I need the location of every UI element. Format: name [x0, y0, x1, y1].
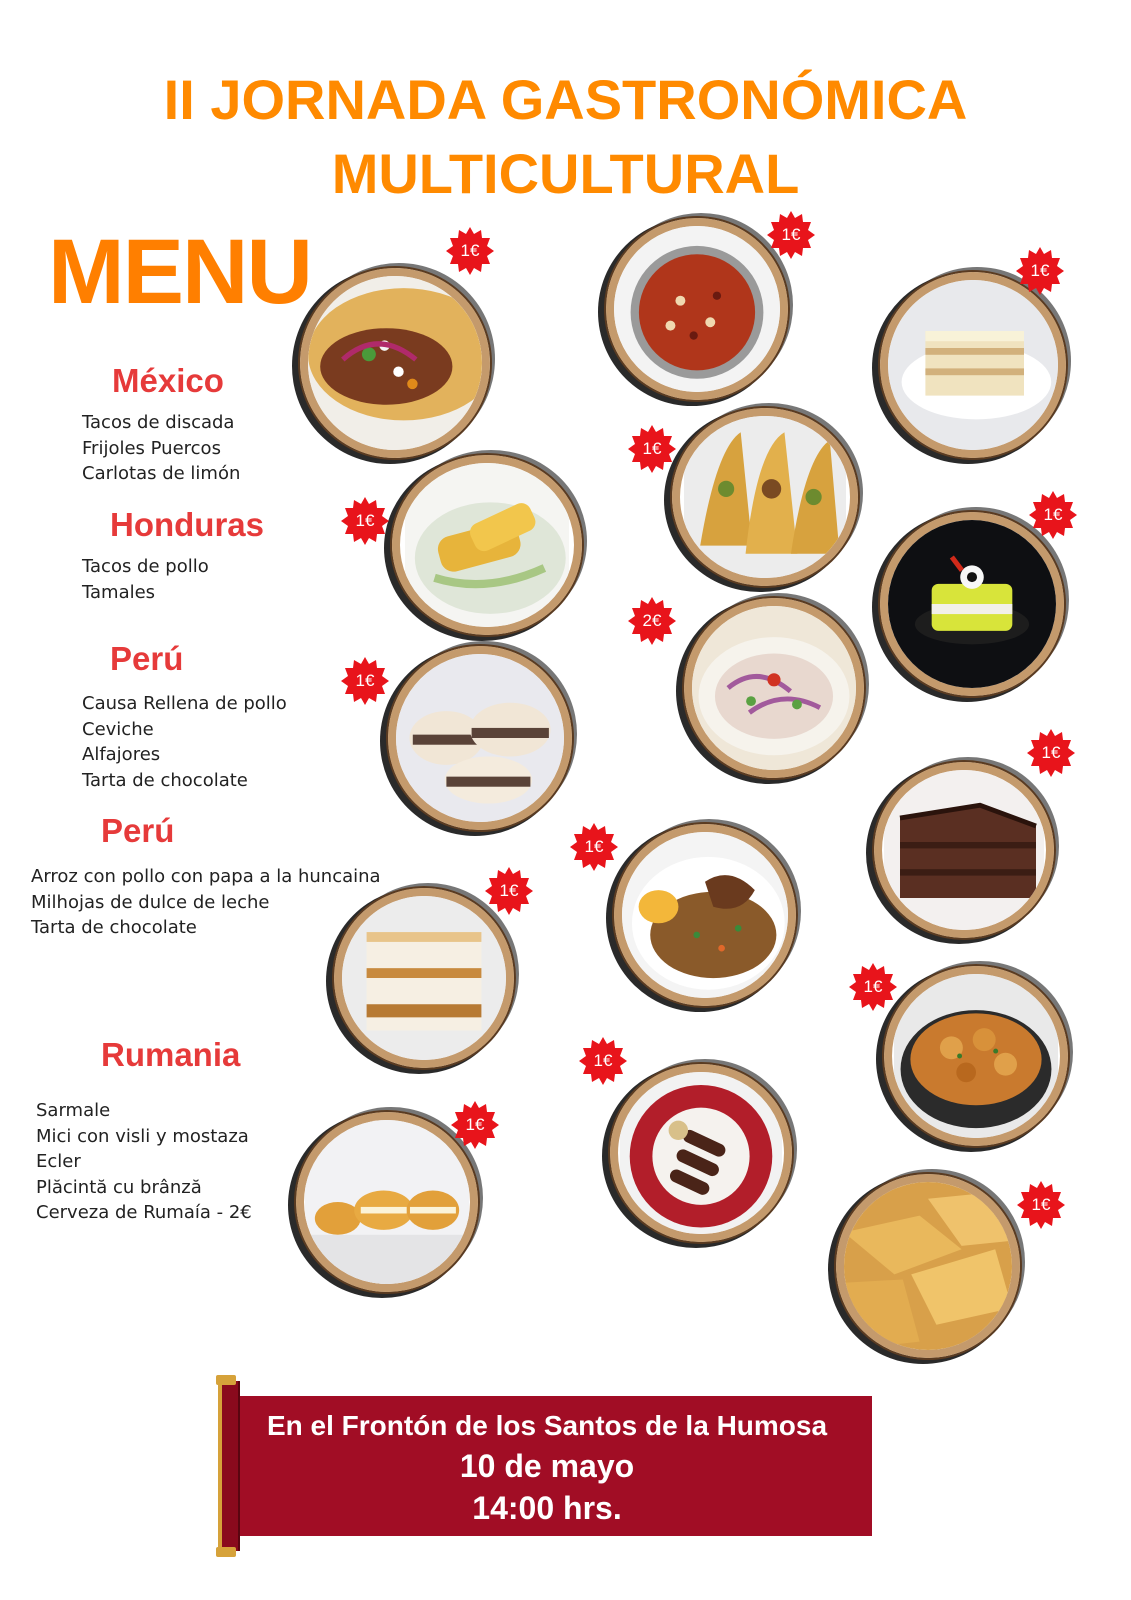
price-badge: 1€ — [484, 866, 534, 916]
section-rumania-items — [36, 1098, 252, 1226]
dish-photo-frijoles-puercos — [606, 218, 788, 400]
price-badge: 1€ — [340, 496, 390, 546]
price-badge: 1€ — [766, 210, 816, 260]
section-honduras-heading: Honduras — [110, 506, 265, 543]
menu-item: Tarta de chocolate — [31, 917, 197, 938]
menu-item: Tamales — [82, 581, 156, 603]
dish-photo-tamales — [392, 455, 582, 635]
menu-item: Plăcintă cu brânză — [36, 1176, 202, 1198]
price-badge: 1€ — [1028, 490, 1078, 540]
dish-photo-alfajores — [388, 646, 572, 830]
event-info-banner — [222, 1396, 872, 1536]
price-badge: 1€ — [445, 226, 495, 276]
event-title-line2: MULTICULTURAL — [331, 142, 800, 205]
menu-item: Sarmale — [36, 1100, 111, 1121]
price-badge: 1€ — [1026, 728, 1076, 778]
menu-item: Alfajores — [82, 744, 161, 765]
dish-photo-tarta-chocolate — [874, 762, 1054, 938]
menu-item: Frijoles Puercos — [82, 437, 221, 459]
menu-item: Arroz con pollo con papa a la huncaina — [31, 866, 381, 887]
section-peru-heading: Perú — [110, 640, 184, 677]
menu-item: Tarta de chocolate — [82, 769, 248, 791]
price-badge: 1€ — [1015, 246, 1065, 296]
event-venue: En el Frontón de los Santos de la Humosa — [266, 1410, 828, 1441]
section-honduras-items — [82, 554, 209, 605]
section-peru2-heading: Perú — [101, 812, 175, 849]
price-badge: 1€ — [1016, 1180, 1066, 1230]
dish-photo-carlota-limon — [880, 272, 1066, 458]
section-peru2-items — [31, 864, 381, 941]
menu-item: Carlotas de limón — [82, 463, 241, 484]
menu-item: Tacos de discada — [82, 412, 235, 433]
price-badge: 1€ — [627, 424, 677, 474]
menu-item: Ceviche — [82, 718, 154, 740]
event-title-line1: II JORNADA GASTRONÓMICA — [163, 68, 968, 131]
section-mexico-heading: México — [112, 362, 224, 399]
event-time: 14:00 hrs. — [472, 1490, 622, 1526]
dish-photo-pollo-guisado — [884, 966, 1068, 1146]
price-badge: 1€ — [569, 822, 619, 872]
price-badge: 1€ — [578, 1036, 628, 1086]
dish-photo-mici — [610, 1064, 792, 1242]
menu-heading: MENU — [48, 221, 311, 323]
section-peru-items — [82, 691, 287, 793]
event-date: 10 de mayo — [459, 1448, 635, 1484]
price-badge: 1€ — [450, 1100, 500, 1150]
menu-item: Ecler — [36, 1151, 81, 1172]
price-badge: 1€ — [340, 656, 390, 706]
section-rumania-heading: Rumania — [101, 1036, 241, 1073]
dish-photo-placinta — [836, 1174, 1020, 1358]
menu-item: Mici con visli y mostaza — [36, 1125, 249, 1147]
menu-item: Cerveza de Rumaía - 2€ — [36, 1202, 252, 1223]
dish-photo-arroz-con-pollo — [614, 824, 796, 1006]
dish-photo-tacos-discada — [300, 268, 490, 458]
dish-photo-tacos-pollo — [672, 408, 858, 586]
menu-item: Tacos de pollo — [82, 556, 209, 577]
price-badge: 1€ — [848, 962, 898, 1012]
menu-item: Causa Rellena de pollo — [82, 693, 287, 714]
price-badge: 2€ — [627, 596, 677, 646]
menu-item: Milhojas de dulce de leche — [31, 891, 270, 913]
dish-photo-ceviche — [684, 598, 864, 778]
section-mexico-items — [82, 410, 240, 487]
